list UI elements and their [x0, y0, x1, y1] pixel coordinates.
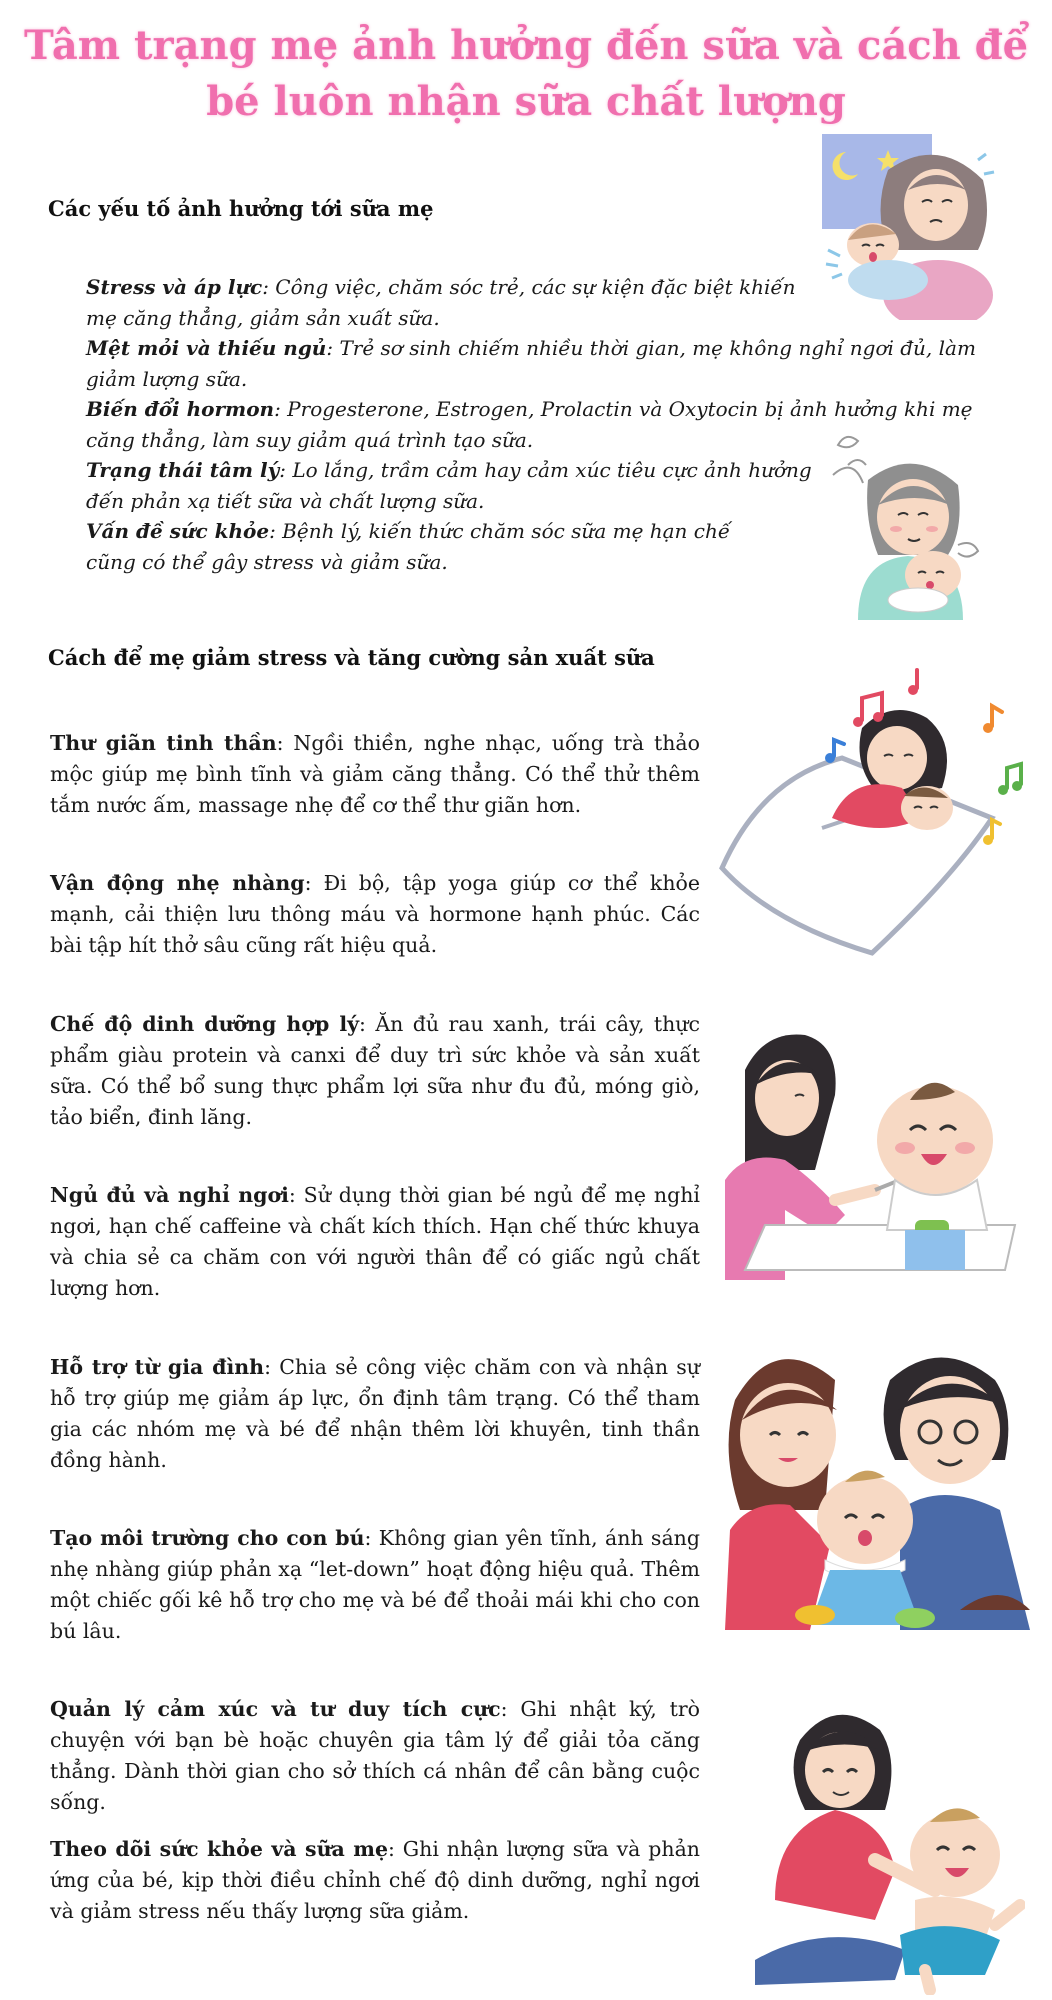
tip-term: Ngủ đủ và nghỉ ngơi	[50, 1183, 289, 1207]
tip-text: : Ăn đủ rau xanh, trái cây, thực phẩm giàu protein và canxi để duy trì sức khỏe và sản xuất sữa. Có thể bổ sung thực phẩm lợi sữa như đu đủ, móng giò, tảo biển, đinh lăng.	[50, 1012, 700, 1129]
mother-baby-sleeping-music-illustration	[712, 668, 1032, 958]
section-heading-tips: Cách để mẹ giảm stress và tăng cường sản xuất sữa	[48, 645, 655, 670]
tip-term: Tạo môi trường cho con bú	[50, 1526, 365, 1550]
tip-emotion	[50, 1694, 700, 1818]
tip-environment	[50, 1523, 700, 1647]
factor-term: Mệt mỏi và thiếu ngủ	[86, 336, 327, 360]
tip-term: Thư giãn tinh thần	[50, 731, 277, 755]
tip-term: Vận động nhẹ nhàng	[50, 871, 305, 895]
tip-relax	[50, 728, 700, 821]
tip-text: : Ngồi thiền, nghe nhạc, uống trà thảo mộc giúp mẹ bình tĩnh và giảm căng thẳng. Có thể thử thêm tắm nước ấm, massage nhẹ để cơ thể thư giãn hơn.	[50, 731, 700, 817]
factor-item	[86, 455, 826, 516]
mother-massaging-baby-illustration	[725, 1700, 1025, 1995]
factor-term: Trạng thái tâm lý	[86, 458, 280, 482]
factor-text: : Progesterone, Estrogen, Prolactin và Oxytocin bị ảnh hưởng khi mẹ căng thẳng, làm suy giảm quá trình tạo sữa.	[86, 397, 973, 452]
factor-item	[86, 272, 796, 333]
family-support-illustration	[720, 1340, 1032, 1630]
factor-text: : Công việc, chăm sóc trẻ, các sự kiện đặc biệt khiến mẹ căng thẳng, giảm sản xuất sữa.	[86, 275, 796, 330]
tip-text: : Sử dụng thời gian bé ngủ để mẹ nghỉ ngơi, hạn chế caffeine và chất kích thích. Hạn chế thức khuya và chia sẻ ca chăm con với người thân để có giấc ngủ chất lượng hơn.	[50, 1183, 700, 1300]
tip-sleep	[50, 1180, 700, 1304]
tip-text: : Ghi nhật ký, trò chuyện với bạn bè hoặc chuyên gia tâm lý để giải tỏa căng thẳng. Dành thời gian cho sở thích cá nhân để cân bằng cuộc sống.	[50, 1697, 700, 1814]
tip-nutrition	[50, 1009, 700, 1133]
factor-item	[86, 333, 976, 394]
worried-mother-illustration	[818, 425, 988, 620]
tip-text: : Không gian yên tĩnh, ánh sáng nhẹ nhàng giúp phản xạ “let-down” hoạt động hiệu quả. Thêm một chiếc gối kê hỗ trợ cho mẹ và bé để thoải mái khi cho con bú lâu.	[50, 1526, 700, 1643]
section-heading-factors: Các yếu tố ảnh hưởng tới sữa mẹ	[48, 196, 434, 221]
factor-term: Biến đổi hormon	[86, 397, 275, 421]
tired-mother-night-illustration	[818, 130, 998, 320]
tip-text: : Ghi nhận lượng sữa và phản ứng của bé, kịp thời điều chỉnh chế độ dinh dưỡng, nghỉ ngơi và giảm stress nếu thấy lượng sữa giảm.	[50, 1837, 700, 1923]
factor-text: : Bệnh lý, kiến thức chăm sóc sữa mẹ hạn chế cũng có thể gây stress và giảm sữa.	[86, 519, 731, 574]
factor-text: : Lo lắng, trầm cảm hay cảm xúc tiêu cực ảnh hưởng đến phản xạ tiết sữa và chất lượng sữa.	[86, 458, 812, 513]
tip-term: Theo dõi sức khỏe và sữa mẹ	[50, 1837, 388, 1861]
tip-text: : Đi bộ, tập yoga giúp cơ thể khỏe mạnh, cải thiện lưu thông máu và hormone hạnh phúc. Các bài tập hít thở sâu cũng rất hiệu quả.	[50, 871, 701, 957]
factor-item	[86, 516, 736, 577]
tip-text: : Chia sẻ công việc chăm con và nhận sự hỗ trợ giúp mẹ giảm áp lực, ổn định tâm trạng. Có thể tham gia các nhóm mẹ và bé để nhận thêm lời khuyên, tinh thần đồng hành.	[50, 1355, 700, 1472]
tip-term: Quản lý cảm xúc và tư duy tích cực	[50, 1697, 501, 1721]
tip-monitor	[50, 1834, 700, 1927]
tip-family	[50, 1352, 700, 1476]
mother-feeding-baby-illustration	[725, 1030, 1025, 1280]
tip-term: Chế độ dinh dưỡng hợp lý	[50, 1012, 360, 1036]
factor-text: : Trẻ sơ sinh chiếm nhiều thời gian, mẹ không nghỉ ngơi đủ, làm giảm lượng sữa.	[86, 336, 976, 391]
page-title: Tâm trạng mẹ ảnh hưởng đến sữa và cách để bé luôn nhận sữa chất lượng	[23, 22, 1029, 125]
factor-term: Vấn đề sức khỏe	[86, 519, 270, 543]
tip-term: Hỗ trợ từ gia đình	[50, 1355, 265, 1379]
tip-exercise	[50, 868, 700, 961]
factor-term: Stress và áp lực	[86, 275, 263, 299]
